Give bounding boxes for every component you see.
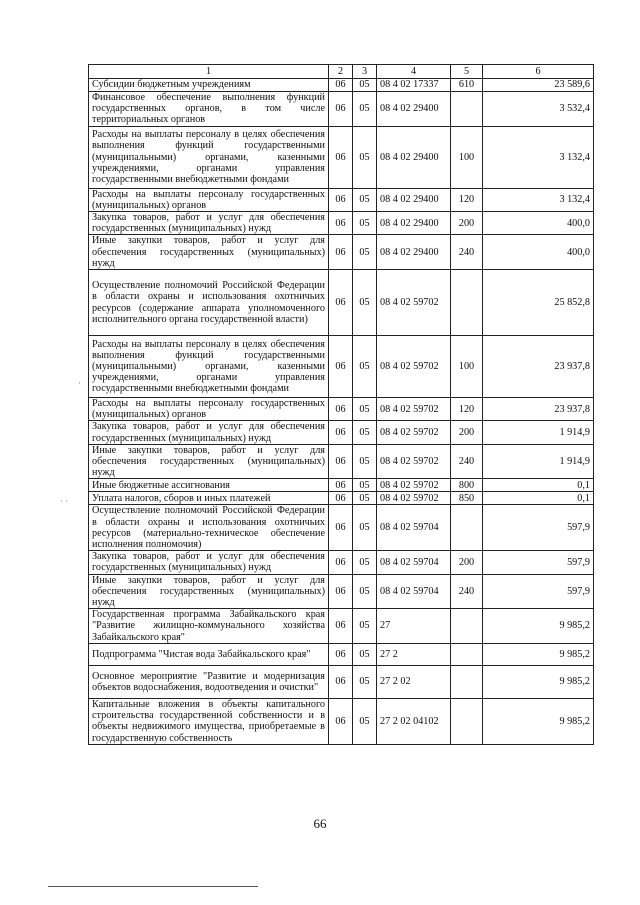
row-section: 06 [329, 574, 353, 609]
row-name: Закупка товаров, работ и услуг для обеспечения государственных (муниципальных) нужд [89, 551, 329, 574]
row-subsection: 05 [353, 92, 377, 127]
row-expense-type [451, 698, 483, 744]
row-target-article: 08 4 02 29400 [377, 235, 451, 270]
row-expense-type: 610 [451, 79, 483, 92]
row-name: Подпрограмма "Чистая вода Забайкальского края" [89, 643, 329, 665]
header-col-3: 3 [353, 65, 377, 79]
row-expense-type: 200 [451, 551, 483, 574]
row-section: 06 [329, 398, 353, 421]
table-row [89, 643, 594, 665]
row-amount: 9 985,2 [483, 609, 594, 644]
row-expense-type: 100 [451, 336, 483, 398]
table-row [89, 479, 594, 492]
row-target-article: 08 4 02 59702 [377, 270, 451, 336]
row-section: 06 [329, 235, 353, 270]
row-amount: 25 852,8 [483, 270, 594, 336]
row-expense-type: 800 [451, 479, 483, 492]
row-target-article: 08 4 02 59702 [377, 492, 451, 505]
row-name: Уплата налогов, сборов и иных платежей [89, 492, 329, 505]
row-amount: 9 985,2 [483, 665, 594, 698]
row-subsection: 05 [353, 421, 377, 444]
table-row [89, 505, 594, 551]
row-subsection: 05 [353, 698, 377, 744]
row-section: 06 [329, 421, 353, 444]
row-section: 06 [329, 698, 353, 744]
footer-rule [48, 886, 258, 887]
row-subsection: 05 [353, 609, 377, 644]
row-expense-type [451, 609, 483, 644]
row-name: Основное мероприятие "Развитие и модернизация объектов водоснабжения, водоотведения и очистки" [89, 665, 329, 698]
row-section: 06 [329, 212, 353, 235]
row-subsection: 05 [353, 398, 377, 421]
row-target-article: 27 2 02 04102 [377, 698, 451, 744]
table-row [89, 444, 594, 479]
row-name: Расходы на выплаты персоналу в целях обеспечения выполнения функций государственными (муниципальными) органами, казенными учреждениями, органами управления государственными внебюджетными фондами [89, 336, 329, 398]
row-expense-type: 100 [451, 126, 483, 188]
row-name: Расходы на выплаты персоналу государственных (муниципальных) органов [89, 188, 329, 211]
row-target-article: 08 4 02 29400 [377, 212, 451, 235]
row-name: Осуществление полномочий Российской Федерации в области охраны и использования охотничьих ресурсов (материально-техническое обеспечение исполнения полномочия) [89, 505, 329, 551]
row-target-article: 08 4 02 59702 [377, 398, 451, 421]
row-target-article: 08 4 02 59704 [377, 505, 451, 551]
row-amount: 23 937,8 [483, 398, 594, 421]
row-target-article: 08 4 02 29400 [377, 188, 451, 211]
row-name: Государственная программа Забайкальского края "Развитие жилищно-коммунального хозяйства Забайкальского края" [89, 609, 329, 644]
row-expense-type: 850 [451, 492, 483, 505]
row-expense-type: 120 [451, 188, 483, 211]
table-row [89, 126, 594, 188]
row-amount: 400,0 [483, 212, 594, 235]
header-row [89, 65, 594, 79]
row-section: 06 [329, 188, 353, 211]
table-row [89, 421, 594, 444]
row-expense-type [451, 665, 483, 698]
row-amount: 0,1 [483, 479, 594, 492]
row-subsection: 05 [353, 574, 377, 609]
row-target-article: 27 2 02 [377, 665, 451, 698]
row-expense-type [451, 643, 483, 665]
table-row [89, 188, 594, 211]
row-name: Субсидии бюджетным учреждениям [89, 79, 329, 92]
row-name: Расходы на выплаты персоналу государственных (муниципальных) органов [89, 398, 329, 421]
row-name: Капитальные вложения в объекты капитального строительства государственной собственности и в объекты недвижимого имущества, приобретаемые в государственную собственность [89, 698, 329, 744]
row-expense-type [451, 92, 483, 127]
table-row [89, 574, 594, 609]
row-amount: 597,9 [483, 551, 594, 574]
row-amount: 3 532,4 [483, 92, 594, 127]
row-name: Иные закупки товаров, работ и услуг для обеспечения государственных (муниципальных) нужд [89, 574, 329, 609]
row-subsection: 05 [353, 79, 377, 92]
row-subsection: 05 [353, 126, 377, 188]
row-section: 06 [329, 505, 353, 551]
header-col-5: 5 [451, 65, 483, 79]
row-expense-type: 200 [451, 421, 483, 444]
row-subsection: 05 [353, 505, 377, 551]
row-section: 06 [329, 551, 353, 574]
row-expense-type: 240 [451, 444, 483, 479]
row-section: 06 [329, 492, 353, 505]
row-amount: 3 132,4 [483, 188, 594, 211]
row-amount: 1 914,9 [483, 444, 594, 479]
row-name: Финансовое обеспечение выполнения функций государственных органов, в том числе территориальных органов [89, 92, 329, 127]
header-col-1: 1 [89, 65, 329, 79]
row-section: 06 [329, 92, 353, 127]
row-section: 06 [329, 79, 353, 92]
row-amount: 9 985,2 [483, 698, 594, 744]
row-name: Расходы на выплаты персоналу в целях обеспечения выполнения функций государственными (муниципальными) органами, казенными учреждениями, органами управления государственными внебюджетными фондами [89, 126, 329, 188]
row-expense-type [451, 505, 483, 551]
table-row [89, 92, 594, 127]
row-subsection: 05 [353, 665, 377, 698]
table-row [89, 551, 594, 574]
table-row [89, 212, 594, 235]
row-target-article: 08 4 02 59702 [377, 479, 451, 492]
row-amount: 400,0 [483, 235, 594, 270]
row-target-article: 08 4 02 17337 [377, 79, 451, 92]
table-row [89, 698, 594, 744]
table-row [89, 336, 594, 398]
row-section: 06 [329, 479, 353, 492]
row-subsection: 05 [353, 212, 377, 235]
row-section: 06 [329, 643, 353, 665]
budget-table [88, 64, 594, 745]
row-name: Закупка товаров, работ и услуг для обеспечения государственных (муниципальных) нужд [89, 421, 329, 444]
row-subsection: 05 [353, 444, 377, 479]
row-amount: 1 914,9 [483, 421, 594, 444]
scan-dot-mark: · · [60, 496, 69, 506]
row-name: Осуществление полномочий Российской Федерации в области охраны и использования охотничьих ресурсов (содержание аппарата уполномоченного исполнительного органа государственной власти) [89, 270, 329, 336]
row-expense-type: 200 [451, 212, 483, 235]
row-subsection: 05 [353, 270, 377, 336]
row-section: 06 [329, 444, 353, 479]
row-amount: 597,9 [483, 505, 594, 551]
row-amount: 23 589,6 [483, 79, 594, 92]
row-subsection: 05 [353, 643, 377, 665]
row-target-article: 08 4 02 59702 [377, 421, 451, 444]
row-section: 06 [329, 270, 353, 336]
table-header [89, 65, 594, 79]
row-subsection: 05 [353, 479, 377, 492]
row-target-article: 08 4 02 59704 [377, 574, 451, 609]
row-name: Иные закупки товаров, работ и услуг для обеспечения государственных (муниципальных) нужд [89, 444, 329, 479]
row-amount: 597,9 [483, 574, 594, 609]
row-amount: 0,1 [483, 492, 594, 505]
row-section: 06 [329, 336, 353, 398]
table-row [89, 235, 594, 270]
row-target-article: 27 2 [377, 643, 451, 665]
row-target-article: 08 4 02 29400 [377, 92, 451, 127]
table-row [89, 492, 594, 505]
row-subsection: 05 [353, 188, 377, 211]
row-expense-type: 240 [451, 574, 483, 609]
row-name: Иные закупки товаров, работ и услуг для обеспечения государственных (муниципальных) нужд [89, 235, 329, 270]
table-row [89, 270, 594, 336]
row-target-article: 08 4 02 59704 [377, 551, 451, 574]
row-section: 06 [329, 665, 353, 698]
row-amount: 3 132,4 [483, 126, 594, 188]
row-section: 06 [329, 609, 353, 644]
header-col-2: 2 [329, 65, 353, 79]
row-subsection: 05 [353, 492, 377, 505]
header-col-6: 6 [483, 65, 594, 79]
row-amount: 23 937,8 [483, 336, 594, 398]
table-row [89, 609, 594, 644]
row-name: Закупка товаров, работ и услуг для обеспечения государственных (муниципальных) нужд [89, 212, 329, 235]
row-section: 06 [329, 126, 353, 188]
row-target-article: 08 4 02 59702 [377, 444, 451, 479]
row-subsection: 05 [353, 235, 377, 270]
table-row [89, 79, 594, 92]
table-row [89, 398, 594, 421]
row-target-article: 08 4 02 29400 [377, 126, 451, 188]
row-amount: 9 985,2 [483, 643, 594, 665]
row-target-article: 27 [377, 609, 451, 644]
row-expense-type: 240 [451, 235, 483, 270]
row-name: Иные бюджетные ассигнования [89, 479, 329, 492]
row-expense-type: 120 [451, 398, 483, 421]
row-subsection: 05 [353, 336, 377, 398]
table-body [89, 79, 594, 745]
scan-dot-mark: · [78, 378, 81, 388]
table-row [89, 665, 594, 698]
row-target-article: 08 4 02 59702 [377, 336, 451, 398]
page-number: 66 [313, 816, 327, 831]
row-expense-type [451, 270, 483, 336]
header-col-4: 4 [377, 65, 451, 79]
row-subsection: 05 [353, 551, 377, 574]
